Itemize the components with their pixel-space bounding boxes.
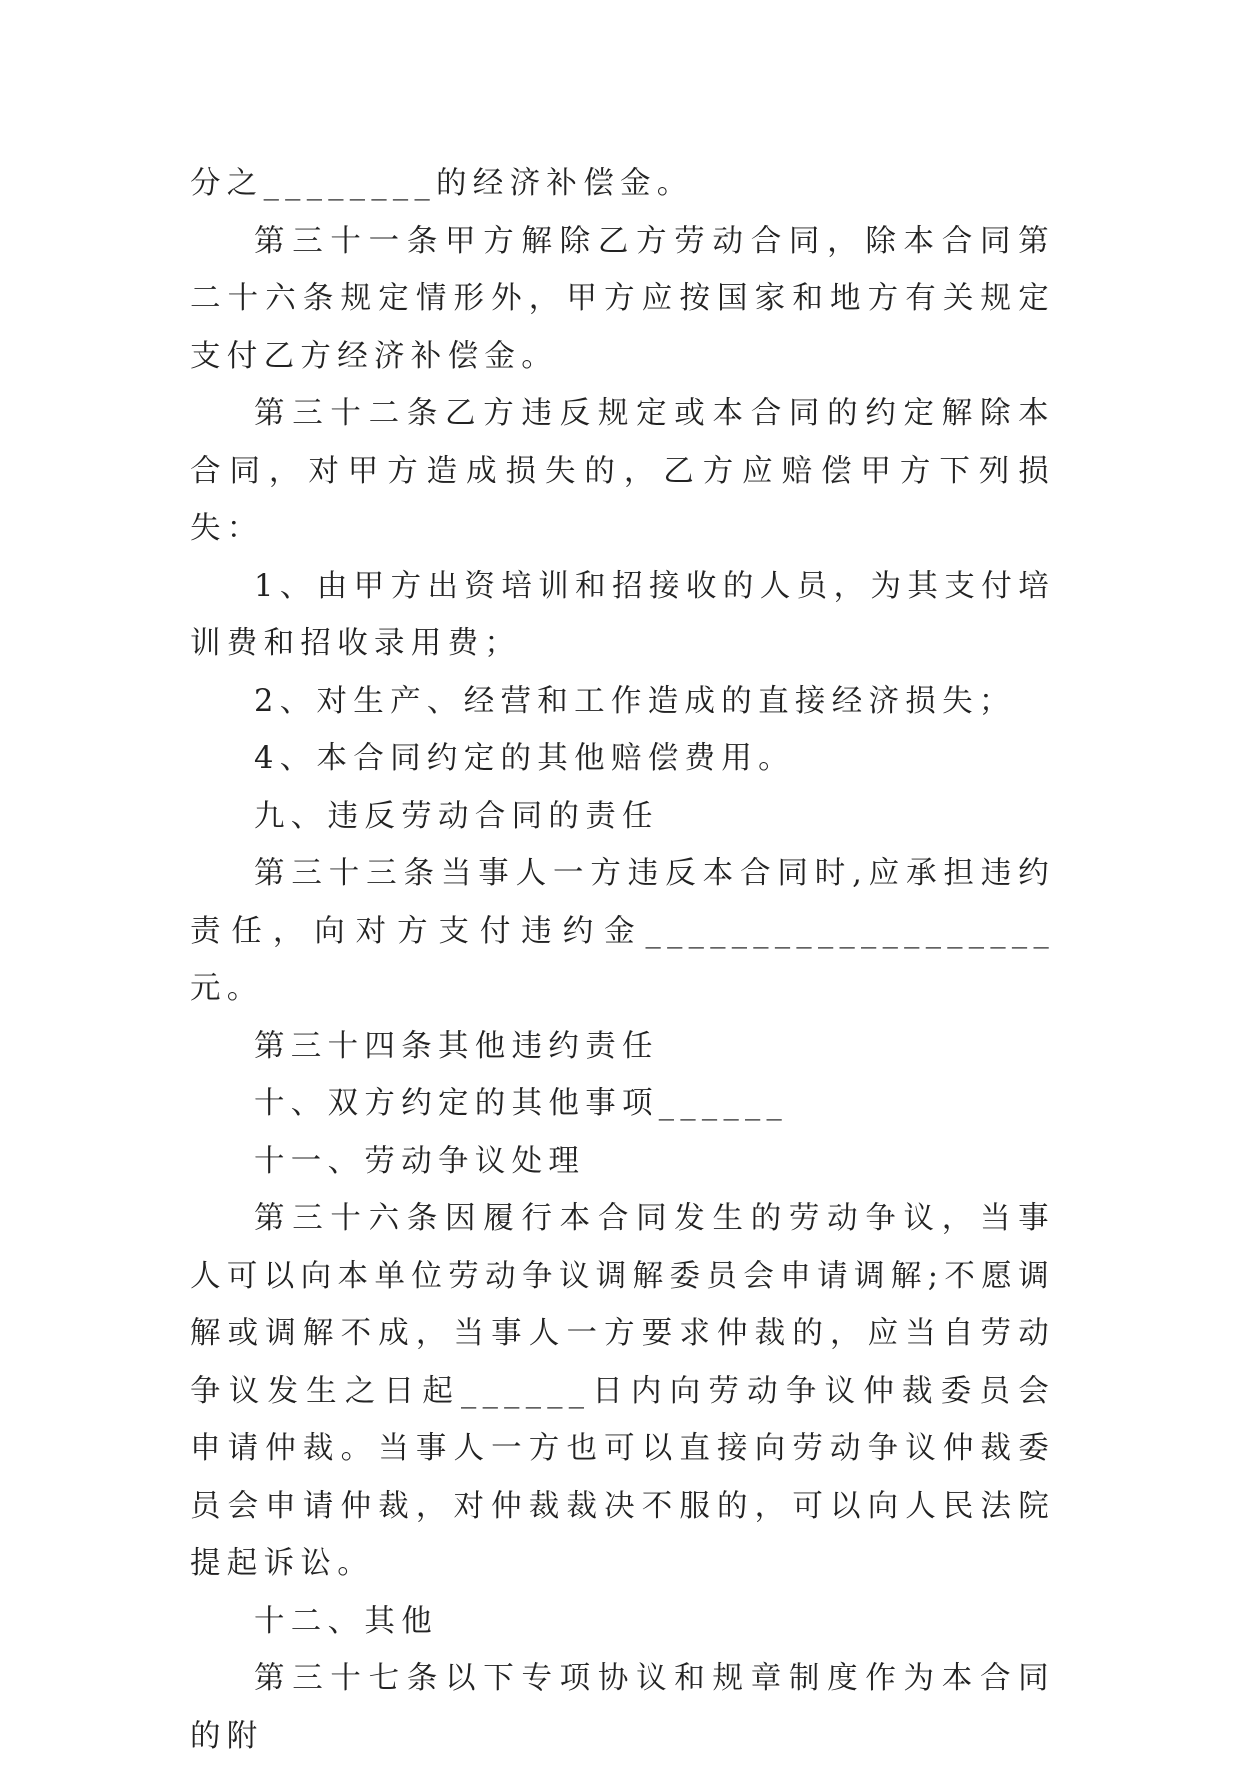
section-heading: 十、双方约定的其他事项______ — [254, 1086, 789, 1121]
document-body — [190, 155, 1055, 1765]
list-item: 1、由甲方出资培训和招接收的人员，为其支付培训费和招收录用费； — [190, 568, 1055, 661]
paragraph: 第三十二条乙方违反规定或本合同的约定解除本合同，对甲方造成损失的，乙方应赔偿甲方下列损失： — [190, 396, 1055, 546]
paragraph: 第三十六条因履行本合同发生的劳动争议，当事人可以向本单位劳动争议调解委员会申请调解;不愿调解或调解不成，当事人一方要求仲裁的，应当自劳动争议发生之日起______日内向劳动争议仲裁委员会申请仲裁。当事人一方也可以直接向劳动争议仲裁委员会申请仲裁，对仲裁裁决不服的，可以向人民法院提起诉讼。 — [190, 1201, 1055, 1581]
paragraph: 分之________的经济补偿金。 — [190, 166, 694, 201]
paragraph: 第三十一条甲方解除乙方劳动合同，除本合同第二十六条规定情形外，甲方应按国家和地方有关规定支付乙方经济补偿金。 — [190, 223, 1055, 374]
section-heading: 十二、其他 — [254, 1603, 438, 1639]
list-item: 2、对生产、经营和工作造成的直接经济损失； — [254, 683, 1016, 719]
paragraph: 第三十三条当事人一方违反本合同时,应承担违约责任，向对方支付违约金___________________元。 — [190, 856, 1055, 1006]
section-heading: 十一、劳动争议处理 — [254, 1143, 586, 1179]
section-heading: 九、违反劳动合同的责任 — [254, 798, 659, 834]
paragraph: 第三十七条以下专项协议和规章制度作为本合同的附 — [190, 1661, 1055, 1754]
paragraph: 第三十四条其他违约责任 — [254, 1028, 659, 1064]
list-item: 4、本合同约定的其他赔偿费用。 — [254, 741, 795, 776]
